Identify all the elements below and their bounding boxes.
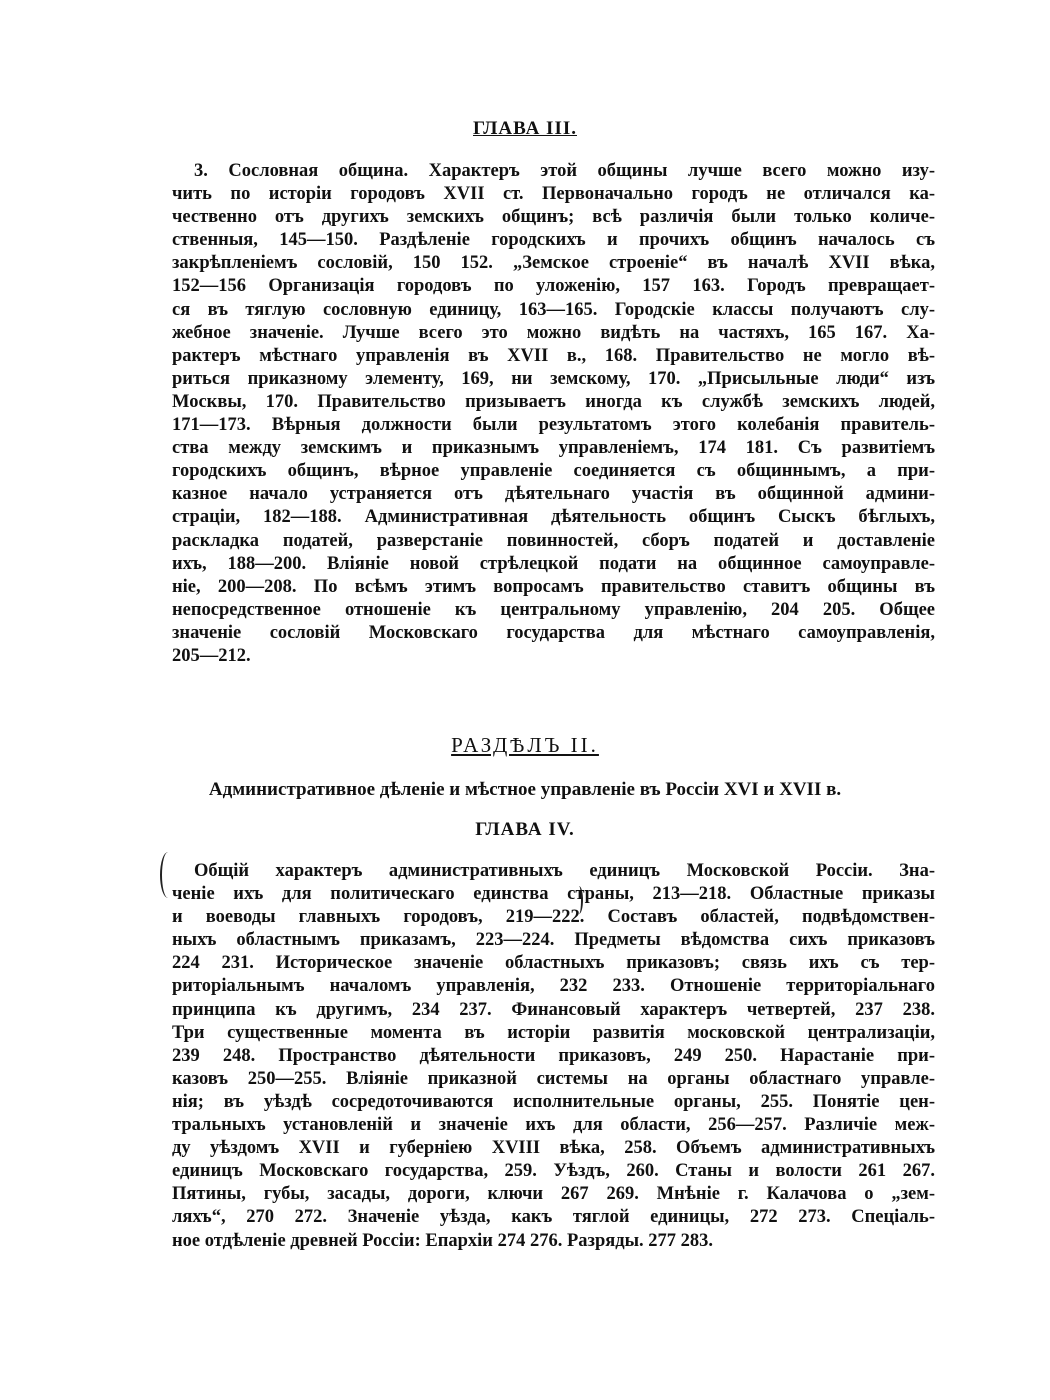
chapter-4-title: ГЛАВА IV. bbox=[475, 819, 575, 840]
text-line: городскихъ общинъ, вѣрное управленіе соединяется съ общиннымъ, а при- bbox=[172, 461, 935, 482]
text-line: Три существенные момента въ исторіи развитія московской централизаціи, bbox=[172, 1022, 935, 1043]
text-line: ихъ, 188—200. Вліяніе новой стрѣлецкой подати на общинное самоуправле- bbox=[172, 553, 935, 574]
text-line: рактеръ мѣстнаго управленія въ XVII в., 168. Правительство не могло вѣ- bbox=[172, 345, 935, 366]
section-2-title: РАЗДѢЛЪ II. bbox=[451, 733, 599, 757]
text-line: 224 231. Историческое значеніе областныхъ приказовъ; связь ихъ съ тер- bbox=[172, 953, 935, 974]
text-line: риться приказному элементу, 169, ни земскому, 170. „Присыльные люди“ изъ bbox=[172, 368, 935, 389]
chapter-3-summary bbox=[172, 160, 935, 668]
text-line: ніе, 200—208. По всѣмъ этимъ вопросамъ правительство ставитъ общины въ bbox=[172, 576, 935, 597]
text-line: Москвы, 170. Правительство призываетъ иногда къ службѣ земскихъ людей, bbox=[172, 391, 935, 412]
text-line: 205—212. bbox=[172, 645, 251, 666]
text-line: 171—173. Вѣрныя должности были результатомъ этого колебанія правитель- bbox=[172, 415, 935, 436]
text-line: единицъ Московскаго государства, 259. Уѣздъ, 260. Станы и волости 261 267. bbox=[172, 1161, 935, 1182]
text-line: казное начало устраняется отъ дѣятельнаго участія въ общинной админи- bbox=[172, 484, 935, 505]
chapter-3-title: ГЛАВА III. bbox=[473, 118, 577, 139]
text-line: ственныя, 145—150. Раздѣленіе городскихъ и прочихъ общинъ началось съ bbox=[172, 230, 935, 251]
text-line: чить по исторіи городовъ XVII ст. Первоначально городъ не отличался ка- bbox=[172, 184, 935, 205]
text-line: тральныхъ установленій и значеніе ихъ для области, 256—257. Различіе меж- bbox=[172, 1115, 935, 1136]
text-line: жебное значеніе. Лучше всего это можно видѣть на частяхъ, 165 167. Ха- bbox=[172, 322, 935, 343]
text-line: ченіе ихъ для политическаго единства страны, 213—218. Областные приказы bbox=[172, 884, 935, 905]
text-line: 152—156 Организація городовъ по уложенію, 157 163. Городъ превращает- bbox=[172, 276, 935, 297]
section-2-subtitle: Административное дѣленіе и мѣстное управленіе въ Россіи XVI и XVII в. bbox=[208, 779, 842, 800]
text-line: 3. Сословная община. Характеръ этой общины лучше всего можно изу- bbox=[194, 161, 935, 181]
text-line: ляхъ“, 270 272. Значеніе уѣзда, какъ тяглой единицы, 272 273. Спеціаль- bbox=[172, 1207, 935, 1228]
text-line: 239 248. Пространство дѣятельности приказовъ, 249 250. Нарастаніе при- bbox=[172, 1045, 935, 1066]
text-line: страціи, 182—188. Административная дѣятельность общинъ Сыскъ бѣглыхъ, bbox=[172, 507, 935, 528]
text-line: ныхъ областнымъ приказамъ, 223—224. Предметы вѣдомства сихъ приказовъ bbox=[172, 930, 935, 951]
text-line: раскладка податей, разверстаніе повинностей, сборъ податей и доставленіе bbox=[172, 530, 935, 551]
text-line: ное отдѣленіе древней Россіи: Епархіи 274 276. Разряды. 277 283. bbox=[172, 1230, 714, 1251]
text-line: значеніе сословій Московскаго государства для мѣстнаго самоуправленія, bbox=[172, 622, 935, 643]
text-line: нія; въ уѣздѣ сосредоточиваются исполнительные органы, 255. Понятіе цен- bbox=[172, 1091, 935, 1112]
text-line: чественно отъ другихъ земскихъ общинъ; всѣ различія были только количе- bbox=[172, 207, 935, 228]
text-line: и воеводы главныхъ городовъ, 219—222. Составъ областей, подвѣдомствен- bbox=[172, 907, 935, 928]
text-line: закрѣпленіемъ сословій, 150 152. „Земское строеніе“ въ началѣ XVII вѣка, bbox=[172, 253, 935, 274]
text-line: непосредственное отношеніе къ центральному управленію, 204 205. Общее bbox=[172, 599, 935, 620]
text-line: ся въ тяглую сословную единицу, 163—165. Городскіе классы получаютъ слу- bbox=[172, 299, 935, 320]
text-line: принципа къ другимъ, 234 237. Финансовый характеръ четвертей, 237 238. bbox=[172, 999, 935, 1020]
text-line: риторіальнымъ началомъ управленія, 232 233. Отношеніе территоріальнаго bbox=[172, 976, 935, 997]
text-line: ду уѣздомъ XVII и губерніею XVIII вѣка, 258. Объемъ административныхъ bbox=[172, 1138, 935, 1159]
text-line: ства между земскимъ и приказнымъ управленіемъ, 174 181. Съ развитіемъ bbox=[172, 438, 935, 459]
text-line: казовъ 250—255. Вліяніе приказной системы на органы областнаго управле- bbox=[172, 1068, 935, 1089]
text-line: Пятины, губы, засады, дороги, ключи 267 269. Мнѣніе г. Калачова о „зем- bbox=[172, 1184, 935, 1205]
chapter-4-summary bbox=[172, 860, 935, 1253]
text-line: Общій характеръ административныхъ единицъ Московской Россіи. Зна- bbox=[194, 861, 935, 881]
